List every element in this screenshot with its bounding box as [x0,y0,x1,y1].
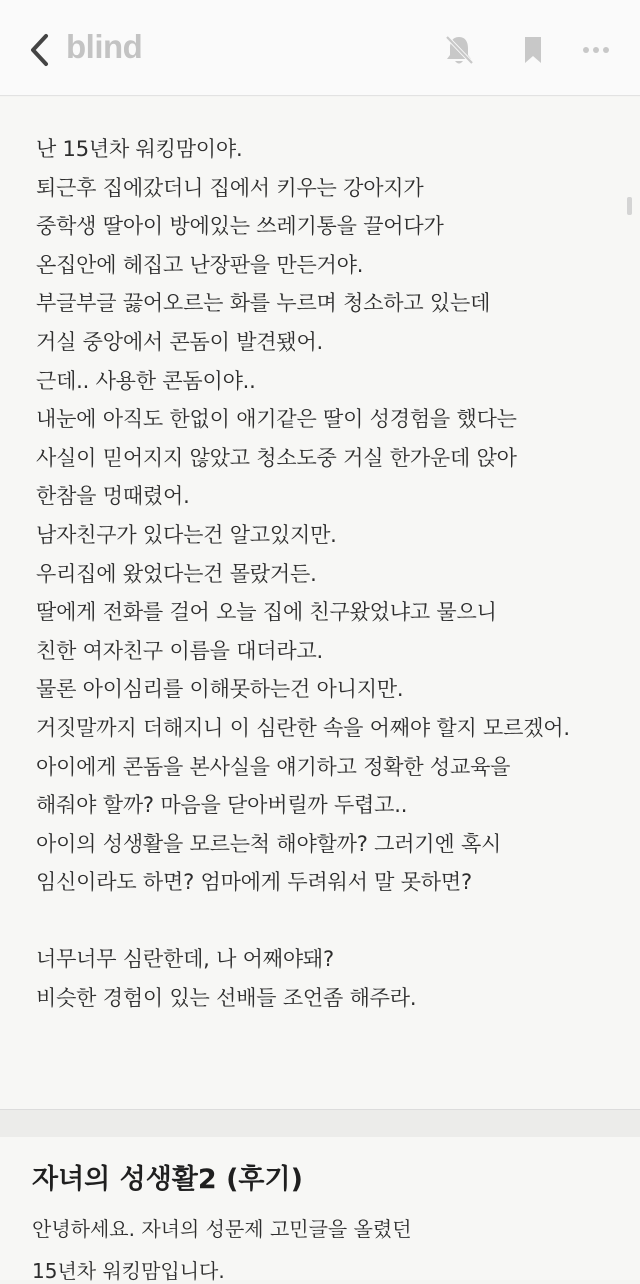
post-text-line: 온집안에 헤집고 난장판을 만든거야. [36,252,364,277]
post-text-line: 근데.. 사용한 콘돔이야.. [36,368,256,393]
post-text-line: 해줘야 할까? 마음을 닫아버릴까 두렵고.. [36,793,408,818]
top-app-bar [0,0,640,96]
post-text-line: 거짓말까지 더해지니 이 심란한 속을 어째야 할지 모르겠어. [36,715,570,740]
post-text-line: 아이에게 콘돔을 본사실을 얘기하고 정확한 성교육을 [36,754,511,779]
blank-line [36,902,626,941]
next-post-preview-line: 안녕하세요. 자녀의 성문제 고민글을 올렸던 [32,1217,412,1241]
post-text [36,130,626,1018]
bookmark-icon[interactable] [514,30,552,70]
post-text-line: 내눈에 아직도 한없이 애기같은 딸이 성경험을 했다는 [36,407,517,432]
post-text-line: 물론 아이심리를 이해못하는건 아니지만. [36,677,404,702]
section-divider [0,1109,640,1137]
post-body [0,97,640,1109]
post-text-line: 난 15년차 워킹맘이야. [36,137,243,161]
post-text-line: 사실이 믿어지지 않았고 청소도중 거실 한가운데 앉아 [36,445,517,470]
post-text-line: 임신이라도 하면? 엄마에게 두려워서 말 못하면? [36,870,472,895]
blind-logo: blind [66,28,143,65]
post-text-line: 남자친구가 있다는건 알고있지만. [36,522,337,547]
post-text-line: 비슷한 경험이 있는 선배들 조언좀 해주라. [36,986,417,1011]
post-text-line: 너무너무 심란한데, 나 어째야돼? [36,947,334,972]
post-text-line: 친한 여자친구 이름을 대더라고. [36,638,324,663]
next-post-title[interactable]: 자녀의 성생활2 (후기) [32,1164,303,1195]
scrollbar-thumb[interactable] [627,197,632,215]
back-chevron-icon[interactable] [26,30,56,70]
post-text-line: 한참을 멍때렸어. [36,484,190,509]
post-text-line: 중학생 딸아이 방에있는 쓰레기통을 끌어다가 [36,214,444,239]
next-post-card[interactable] [0,1137,640,1283]
post-text-line: 우리집에 왔었다는건 몰랐거든. [36,561,317,586]
post-text-line: 퇴근후 집에갔더니 집에서 키우는 강아지가 [36,175,424,200]
post-text-line: 아이의 성생활을 모르는척 해야할까? 그러기엔 혹시 [36,831,502,856]
post-text-line: 딸에게 전화를 걸어 오늘 집에 친구왔었냐고 물으니 [36,600,497,625]
notification-off-icon[interactable] [440,30,478,70]
more-icon[interactable] [578,30,616,70]
post-text-line: 부글부글 끓어오르는 화를 누르며 청소하고 있는데 [36,291,491,316]
post-text-line: 거실 중앙에서 콘돔이 발견됐어. [36,329,324,354]
next-post-preview-line: 15년차 워킹맘입니다. [32,1259,225,1283]
